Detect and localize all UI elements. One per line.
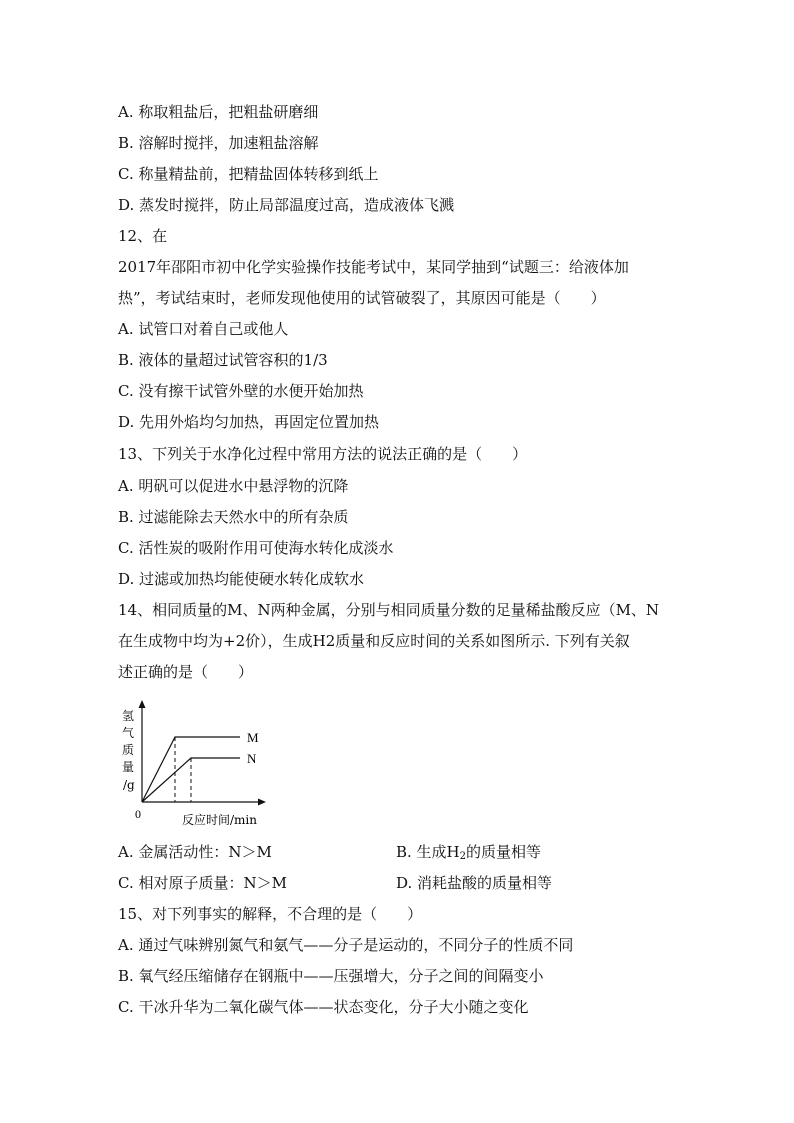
q14-option-b: [396, 843, 541, 866]
series-m-line: [142, 737, 240, 802]
series-m-label: M: [247, 730, 259, 745]
y-axis-label-char: /g: [123, 778, 135, 792]
series-n-label: N: [247, 751, 257, 766]
q12-option-c: C. 没有擦干试管外壁的水便开始加热: [118, 382, 364, 400]
q13-option-d: D. 过滤或加热均能使硬水转化成软水: [118, 570, 365, 588]
q13-option-b: B. 过滤能除去天然水中的所有杂质: [118, 508, 349, 526]
q12-number: 12、在: [118, 227, 168, 245]
origin-label: 0: [135, 807, 141, 821]
q15-option-b: B. 氧气经压缩储存在钢瓶中——压强增大，分子之间的间隔变小: [118, 967, 544, 985]
q14-stem-line-2: 在生成物中均为+2价），生成H2质量和反应时间的关系如图所示. 下列有关叙: [118, 632, 630, 650]
y-axis-label-char: 量: [122, 760, 135, 774]
q13-stem: 13、下列关于水净化过程中常用方法的说法正确的是（ ）: [118, 445, 528, 463]
q11-option-c: C. 称量精盐前，把精盐固体转移到纸上: [118, 165, 379, 183]
y-axis-label-char: 气: [122, 726, 135, 740]
x-axis-arrow: [258, 799, 266, 806]
q12-option-a: A. 试管口对着自己或他人: [118, 320, 289, 338]
q11-option-b: B. 溶解时搅拌，加速粗盐溶解: [118, 134, 319, 152]
y-axis-label-char: 氢: [122, 709, 135, 723]
h2-subscript: 2: [459, 851, 467, 862]
q13-option-c: C. 活性炭的吸附作用可使海水转化成淡水: [118, 539, 394, 557]
q14-stem-line-1: 14、相同质量的M、N两种金属，分别与相同质量分数的足量稀盐酸反应（M、N: [118, 601, 660, 619]
q12-stem-line-2: 热”，考试结束时，老师发现他使用的试管破裂了，其原因可能是（ ）: [118, 289, 606, 307]
q14-stem-line-3: 述正确的是（ ）: [118, 663, 254, 681]
q12-option-b: B. 液体的量超过试管容积的1/3: [118, 351, 328, 369]
q12-option-d: D. 先用外焰均匀加热，再固定位置加热: [118, 413, 380, 431]
q14-option-d: D. 消耗盐酸的质量相等: [396, 874, 553, 892]
q13-option-a: A. 明矾可以促进水中悬浮物的沉降: [118, 477, 349, 495]
q11-option-a: A. 称取粗盐后，把粗盐研磨细: [118, 103, 319, 121]
q14-option-b-prefix: B. 生成H: [396, 843, 460, 861]
y-axis-arrow: [139, 700, 146, 708]
q14-option-b-suffix: 的质量相等: [466, 843, 542, 861]
q15-option-a: A. 通过气味辨别氮气和氨气——分子是运动的，不同分子的性质不同: [118, 936, 574, 954]
q15-stem: 15、对下列事实的解释，不合理的是（ ）: [118, 905, 423, 923]
y-axis-label-char: 质: [122, 743, 135, 757]
x-axis-label: 反应时间/min: [182, 813, 257, 827]
q12-stem-line-1: 2017年邵阳市初中化学实验操作技能考试中，某同学抽到“试题三：给液体加: [118, 258, 629, 276]
q11-option-d: D. 蒸发时搅拌，防止局部温度过高，造成液体飞溅: [118, 196, 455, 214]
q14-option-c: C. 相对原子质量：N＞M: [118, 874, 287, 892]
h2-mass-time-graph: [116, 700, 286, 828]
q15-option-c: C. 干冰升华为二氧化碳气体——状态变化，分子大小随之变化: [118, 998, 529, 1016]
q14-option-a: A. 金属活动性：N＞M: [118, 843, 272, 861]
